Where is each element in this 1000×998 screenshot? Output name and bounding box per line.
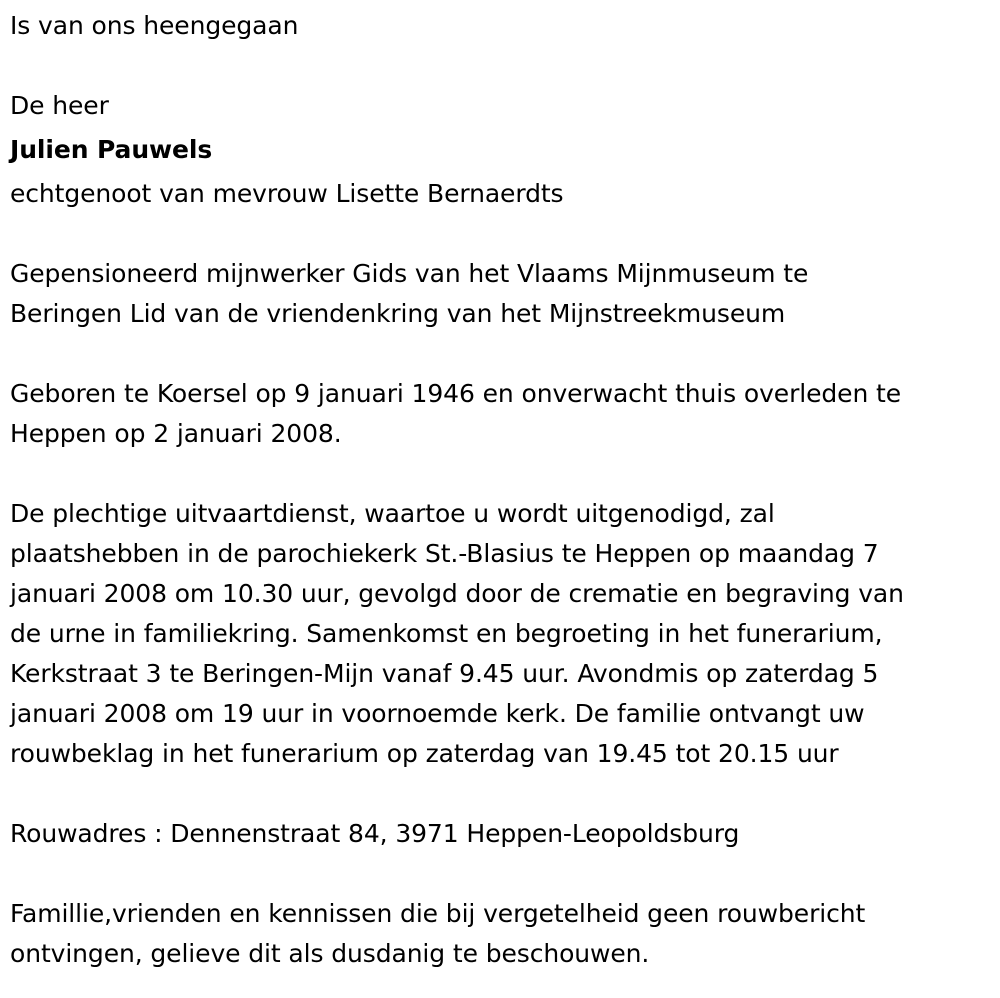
closing-line: ontvingen, gelieve dit als dusdanig te beschouwen. [10, 939, 650, 968]
funeral-line: de urne in familiekring. Samenkomst en begroeting in het funerarium, [10, 619, 883, 648]
funeral-line: De plechtige uitvaartdienst, waartoe u wordt uitgenodigd, zal [10, 499, 775, 528]
funeral-line: plaatshebben in de parochiekerk St.-Blasius te Heppen op maandag 7 [10, 539, 879, 568]
spacer [10, 854, 985, 894]
funeral-paragraph [10, 494, 985, 774]
occupation-line: Beringen Lid van de vriendenkring van het Mijnstreekmuseum [10, 299, 786, 328]
salutation: De heer [10, 91, 109, 120]
spacer [10, 334, 985, 374]
occupation-line: Gepensioneerd mijnwerker Gids van het Vlaams Mijnmuseum te [10, 259, 809, 288]
mourning-address: Rouwadres : Dennenstraat 84, 3971 Heppen-Leopoldsburg [10, 819, 740, 848]
birth-death-line: Geboren te Koersel op 9 januari 1946 en onverwacht thuis overleden te [10, 379, 902, 408]
spacer [10, 214, 985, 254]
closing-line: Famillie,vrienden en kennissen die bij vergetelheid geen rouwbericht [10, 899, 866, 928]
spacer [10, 454, 985, 494]
funeral-line: rouwbeklag in het funerarium op zaterdag van 19.45 tot 20.15 uur [10, 739, 839, 768]
spacer [10, 46, 985, 86]
birth-death-line: Heppen op 2 januari 2008. [10, 419, 342, 448]
deceased-name: Julien Pauwels [10, 135, 213, 164]
closing-paragraph [10, 894, 985, 974]
funeral-line: Kerkstraat 3 te Beringen-Mijn vanaf 9.45 uur. Avondmis op zaterdag 5 [10, 659, 879, 688]
funeral-line: januari 2008 om 19 uur in voornoemde kerk. De familie ontvangt uw [10, 699, 865, 728]
obituary-text [10, 6, 985, 974]
birth-death-paragraph [10, 374, 985, 454]
funeral-line: januari 2008 om 10.30 uur, gevolgd door de crematie en begraving van [10, 579, 904, 608]
spouse-line: echtgenoot van mevrouw Lisette Bernaerdts [10, 179, 564, 208]
spacer [10, 774, 985, 814]
occupation-paragraph [10, 254, 985, 334]
intro-line: Is van ons heengegaan [10, 11, 299, 40]
